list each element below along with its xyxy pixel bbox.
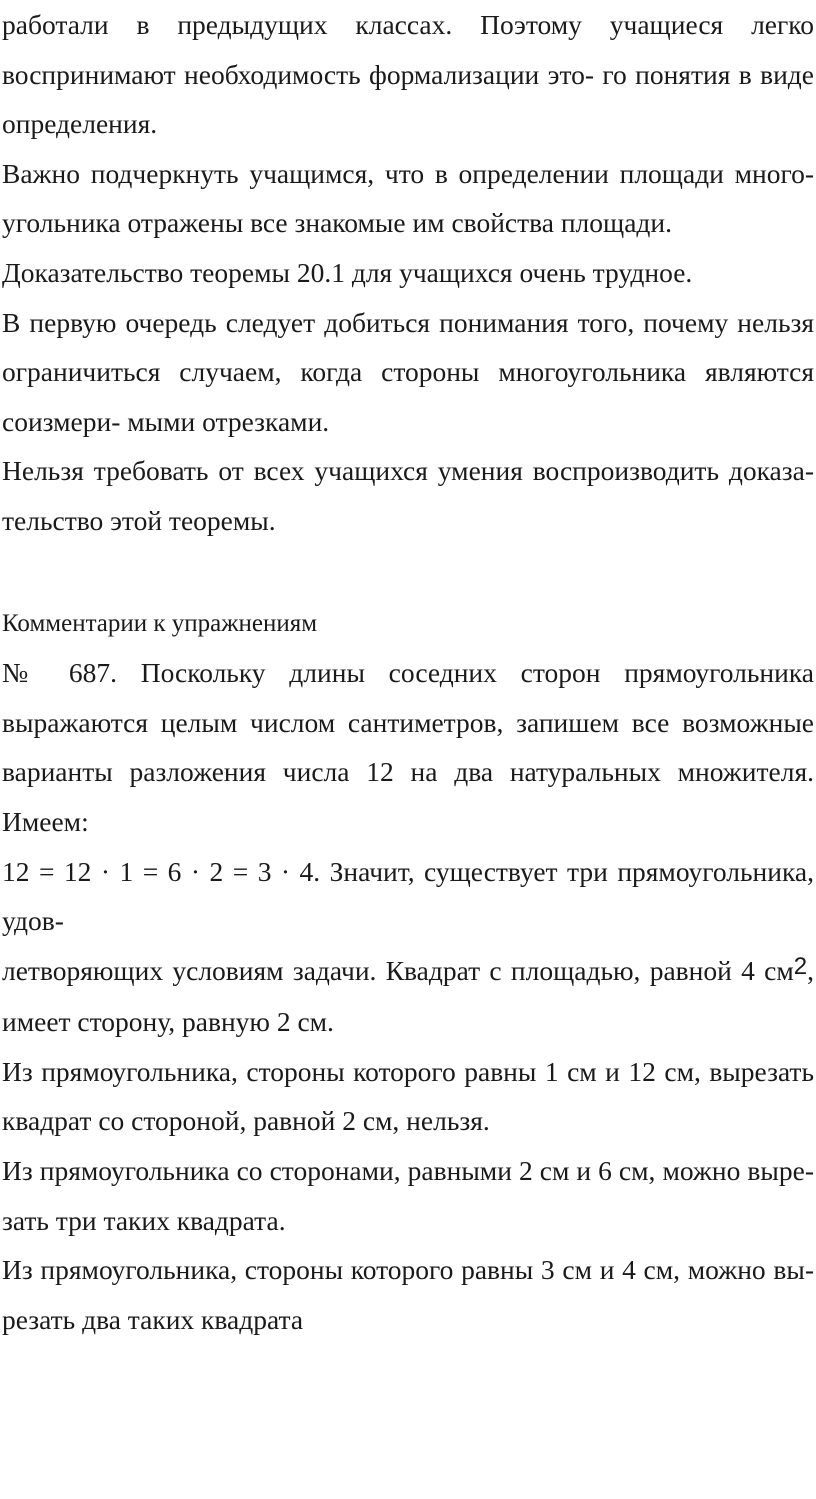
square-area-comma: , <box>807 954 814 986</box>
paragraph-theorem-difficulty: Доказательство теоремы 20.1 для учащихся очень трудное. <box>2 256 693 288</box>
square-area-text: летворяющих условиям задачи. Квадрат с площадью, равной 4 см <box>2 954 794 986</box>
paragraph-commensurable: В первую очередь следует добиться понимания того, почему нельзя ограничиться случаем, когда стороны многоугольника являются соизмери- мыми отрезками. <box>2 306 814 437</box>
exercise-square-area <box>2 946 814 998</box>
paragraph-proof-requirement: Нельзя требовать от всех учащихся умения воспроизводить доказа- тельство этой теоремы. <box>2 455 814 536</box>
paragraph-formalization: работали в предыдущих классах. Поэтому учащиеся легко воспринимают необходимость формализации это- го понятия в виде определения. <box>2 9 814 140</box>
exercise-case-1x12: Из прямоугольника, стороны которого равны 1 см и 12 см, вырезать квадрат со стороной, равной 2 см, нельзя. <box>2 1055 814 1137</box>
exercise-equation: 12 = 12 · 1 = 6 · 2 = 3 · 4. Значит, существует три прямоугольника, удов- <box>2 855 814 937</box>
paragraph-area-properties: Важно подчеркнуть учащимся, что в определении площади много- угольника отражены все знакомые им свойства площади. <box>2 157 814 239</box>
square-exponent: 2 <box>793 952 808 980</box>
exercise-687-intro: № 687. Поскольку длины соседних сторон прямоугольника выражаются целым числом сантиметров, запишем все возможные варианты разложения числа 12 на два натуральных множителя. Имеем: <box>2 657 814 837</box>
exercise-case-3x4: Из прямоугольника, стороны которого равны 3 см и 4 см, можно вы- резать два таких квадрата <box>2 1254 814 1335</box>
section-heading: Комментарии к упражнениям <box>2 609 318 637</box>
section-gap <box>2 546 814 599</box>
exercise-square-side: имеет сторону, равную 2 см. <box>2 1006 334 1038</box>
document-page <box>2 0 814 1344</box>
exercise-case-2x6: Из прямоугольника со сторонами, равными 2 см и 6 см, можно выре- зать три таких квадрата. <box>2 1155 814 1236</box>
